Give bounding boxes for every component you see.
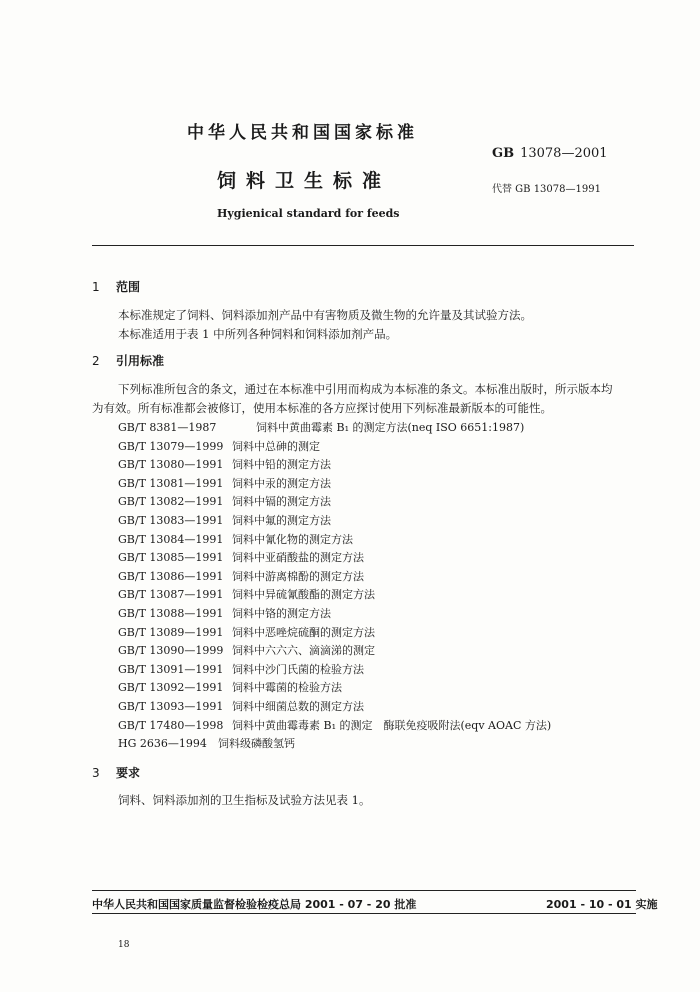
- section-title: 要求: [116, 766, 141, 780]
- implementation-date: 2001 - 10 - 01 实施: [546, 898, 658, 911]
- section-2-paragraph-line-1: 下列标准所包含的条文，通过在本标准中引用而构成为本标准的条文。本标准出版时，所示版本均: [118, 382, 613, 396]
- reference-code: GB/T 13092—1991: [118, 681, 224, 695]
- reference-code: GB/T 13088—1991: [118, 606, 224, 620]
- section-title: 范围: [116, 280, 141, 294]
- reference-title: 饲料中黄曲霉素 B₁ 的测定方法(neq ISO 6651:1987): [256, 421, 525, 434]
- reference-code: GB/T 13091—1991: [118, 662, 224, 676]
- reference-item: [118, 642, 551, 661]
- reference-item: [118, 493, 551, 512]
- reference-item: [118, 419, 551, 438]
- document-title-cn: 饲料卫生标准: [217, 170, 392, 192]
- reference-item: [118, 717, 551, 736]
- reference-code: GB/T 13085—1991: [118, 551, 224, 565]
- section-number: 3: [92, 766, 100, 780]
- reference-item: [118, 679, 551, 698]
- reference-code: GB/T 13090—1999: [118, 644, 224, 658]
- reference-title: 饲料中铅的测定方法: [232, 458, 331, 472]
- reference-item: [118, 586, 551, 605]
- header-divider: [92, 245, 634, 246]
- page-number: 18: [118, 940, 130, 950]
- approval-statement: 中华人民共和国国家质量监督检验检疫总局 2001 - 07 - 20 批准: [92, 898, 417, 911]
- reference-title: 饲料中六六六、滴滴涕的测定: [232, 644, 375, 658]
- reference-code: GB/T 8381—1987: [118, 421, 217, 434]
- reference-title: 饲料中氟的测定方法: [232, 513, 331, 527]
- reference-code: GB/T 13087—1991: [118, 588, 224, 602]
- reference-list: [118, 419, 551, 754]
- section-2-heading: [92, 352, 164, 369]
- reference-item: [118, 475, 551, 494]
- standard-prefix: GB: [492, 146, 515, 161]
- reference-item: [118, 512, 551, 531]
- reference-title: 饲料中沙门氏菌的检验方法: [232, 662, 364, 676]
- reference-title: 饲料中汞的测定方法: [232, 476, 331, 490]
- reference-code: GB/T 13086—1991: [118, 569, 224, 583]
- section-3-paragraph: 饲料、饲料添加剂的卫生指标及试验方法见表 1。: [118, 793, 371, 807]
- reference-item: [118, 531, 551, 550]
- section-2-paragraph-line-2: 为有效。所有标准都会被修订，使用本标准的各方应探讨使用下列标准最新版本的可能性。: [92, 401, 552, 415]
- reference-title: 饲料中异硫氰酸酯的测定方法: [232, 588, 375, 602]
- section-number: 2: [92, 354, 100, 368]
- reference-code: GB/T 17480—1998: [118, 718, 224, 732]
- reference-title: 饲料中细菌总数的测定方法: [232, 699, 364, 713]
- reference-code: GB/T 13089—1991: [118, 625, 224, 639]
- standard-code: [492, 146, 608, 161]
- reference-item: [118, 661, 551, 680]
- reference-code: GB/T 13082—1991: [118, 495, 224, 509]
- reference-title: 饲料级磷酸氢钙: [218, 737, 295, 751]
- reference-title: 饲料中镉的测定方法: [232, 495, 331, 509]
- reference-title: 饲料中铬的测定方法: [232, 606, 331, 620]
- reference-item: [118, 549, 551, 568]
- section-title: 引用标准: [116, 354, 165, 368]
- reference-item: [118, 605, 551, 624]
- reference-item: [118, 568, 551, 587]
- reference-title: 饲料中游离棉酚的测定方法: [232, 569, 364, 583]
- reference-code: GB/T 13084—1991: [118, 532, 224, 546]
- section-1-paragraph-1: 本标准规定了饲料、饲料添加剂产品中有害物质及微生物的允许量及其试验方法。: [118, 308, 532, 322]
- reference-title: 饲料中总砷的测定: [232, 439, 320, 453]
- reference-title: 饲料中黄曲霉毒素 B₁ 的测定 酶联免疫吸附法(eqv AOAC 方法): [232, 718, 552, 732]
- reference-title: 饲料中霉菌的检验方法: [232, 681, 342, 695]
- reference-code: GB/T 13079—1999: [118, 439, 224, 453]
- reference-code: GB/T 13093—1991: [118, 699, 224, 713]
- standard-number: 13078—2001: [520, 146, 608, 161]
- reference-title: 饲料中亚硝酸盐的测定方法: [232, 551, 364, 565]
- reference-item: [118, 698, 551, 717]
- reference-item: [118, 438, 551, 457]
- reference-item: [118, 624, 551, 643]
- reference-code: HG 2636—1994: [118, 737, 207, 751]
- reference-item: [118, 456, 551, 475]
- issuing-body: 中华人民共和国国家标准: [187, 123, 418, 143]
- reference-code: GB/T 13080—1991: [118, 458, 224, 472]
- reference-code: GB/T 13083—1991: [118, 513, 224, 527]
- section-1-paragraph-2: 本标准适用于表 1 中所列各种饲料和饲料添加剂产品。: [118, 327, 398, 341]
- footer-divider-bottom: [92, 913, 636, 914]
- reference-title: 饲料中恶唑烷硫酮的测定方法: [232, 625, 375, 639]
- replaces-standard: 代替 GB 13078—1991: [492, 184, 601, 195]
- document-title-en: Hygienical standard for feeds: [217, 207, 400, 220]
- reference-code: GB/T 13081—1991: [118, 476, 224, 490]
- section-1-heading: [92, 278, 140, 295]
- footer-divider-top: [92, 890, 636, 891]
- section-number: 1: [92, 280, 100, 294]
- reference-item: [118, 735, 551, 754]
- section-3-heading: [92, 764, 140, 781]
- reference-title: 饲料中氰化物的测定方法: [232, 532, 353, 546]
